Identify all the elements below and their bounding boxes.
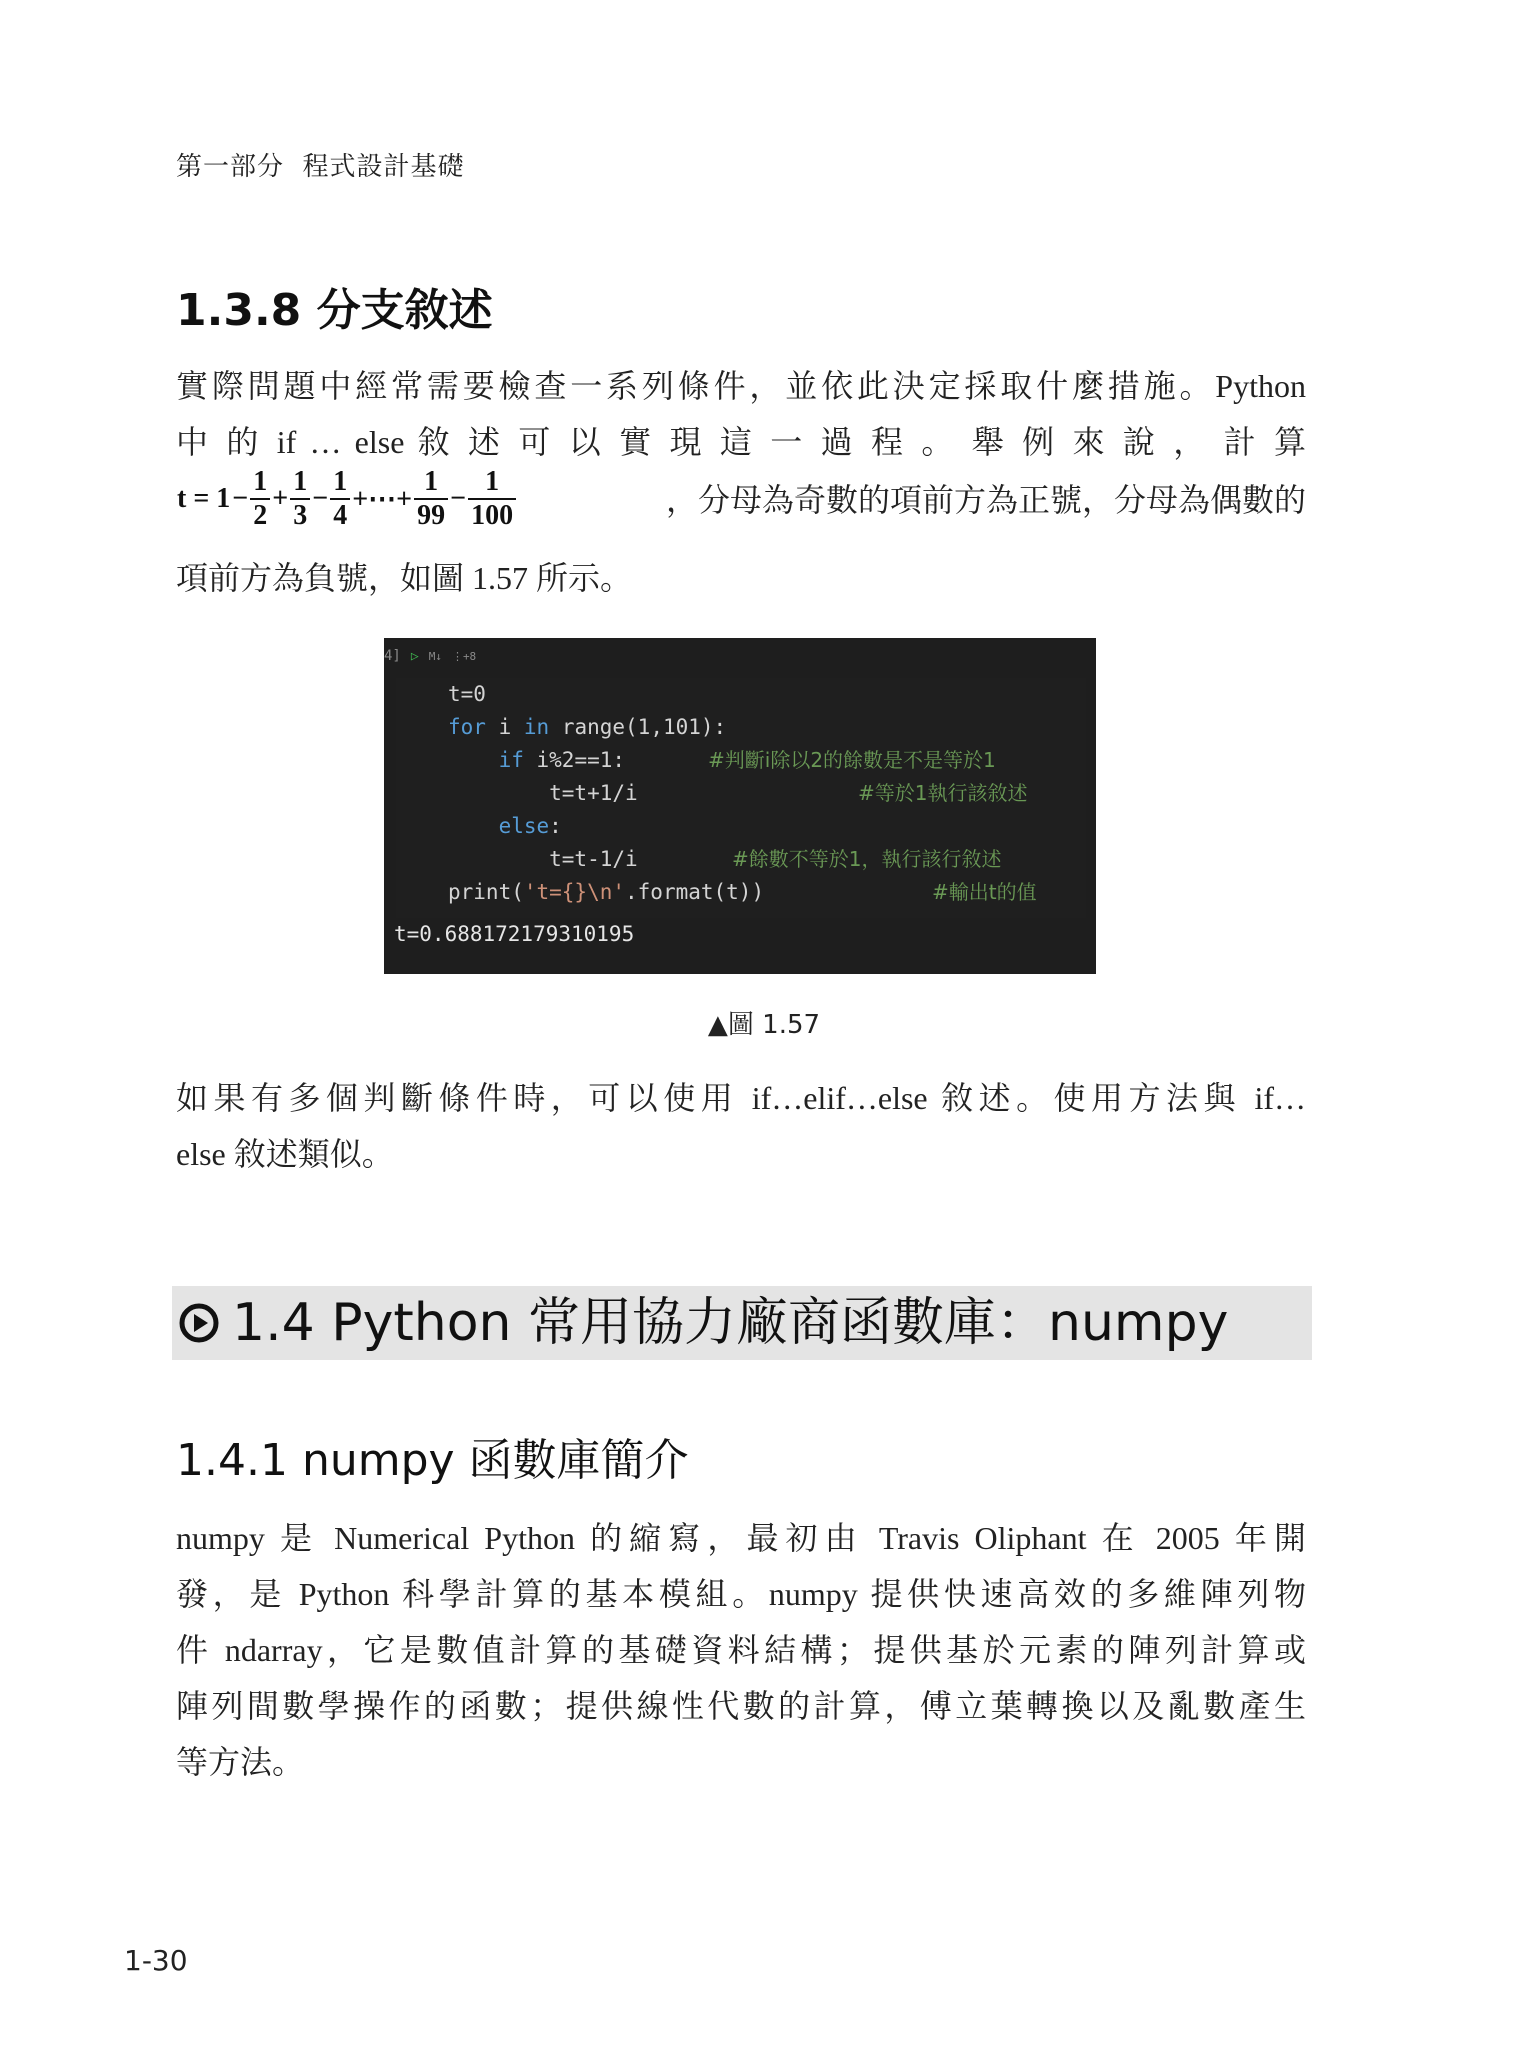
code-screenshot xyxy=(384,638,1096,974)
run-cell-icon: ▷ xyxy=(410,648,419,664)
series-formula xyxy=(176,466,517,532)
code-comment: #等於1執行該敘述 xyxy=(858,781,1028,805)
cell-execution-count: 4] xyxy=(384,648,401,664)
formula-op: +⋯+ xyxy=(352,484,413,515)
cell-gutter xyxy=(384,648,476,664)
paragraph-line: 如果有多個判斷條件時，可以使用 if…elif…else 敘述。使用方法與 if… xyxy=(176,1080,1306,1116)
code-line: print('t={}\n'.format(t)) xyxy=(448,880,765,904)
code-line: t=t+1/i xyxy=(448,781,638,805)
code-line: if i%2==1: xyxy=(498,748,626,772)
paragraph-line: 陣列間數學操作的函數；提供線性代數的計算，傅立葉轉換以及亂數產生 xyxy=(176,1688,1306,1724)
paragraph-numpy-intro xyxy=(176,1510,1306,1790)
section-heading-1-3-8: 1.3.8 分支敘述 xyxy=(176,285,493,336)
paragraph-branch-intro xyxy=(176,358,1306,470)
formula-op: + xyxy=(272,483,289,514)
formula-op: − xyxy=(450,483,467,514)
formula-fraction: $\frac{1}{100}$ xyxy=(468,466,516,532)
code-line: for i in range(1,101): xyxy=(448,715,727,739)
code-comment: #餘數不等於1，執行該行敘述 xyxy=(732,847,1002,871)
page-number: 1-30 xyxy=(124,1944,188,1977)
paragraph-line: else 敘述類似。 xyxy=(176,1136,394,1172)
formula-lhs: t = 1 xyxy=(177,483,231,514)
running-head: 第一部分 程式設計基礎 xyxy=(176,152,465,182)
code-comment: #輸出t的值 xyxy=(932,880,1037,904)
paragraph-line: 項前方為負號，如圖 1.57 所示。 xyxy=(176,560,633,596)
formula-op: − xyxy=(232,483,249,514)
formula-fraction: $\frac{1}{3}$ xyxy=(290,466,310,532)
code-line: t=t-1/i xyxy=(448,847,638,871)
banner-title: 1.4 Python 常用協力廠商函數庫：numpy xyxy=(232,1293,1229,1353)
formula-fraction: $\frac{1}{4}$ xyxy=(330,466,350,532)
figure-caption: ▲圖 1.57 xyxy=(707,1010,821,1040)
split-cell-icon: ⋮+8 xyxy=(451,649,477,663)
section-heading-1-4-1: 1.4.1 numpy 函數庫簡介 xyxy=(176,1435,689,1486)
code-line: t=0 xyxy=(448,682,486,706)
paragraph-line: numpy 是 Numerical Python 的縮寫，最初由 Travis Oliphant 在 2005 年開 xyxy=(176,1520,1306,1556)
paragraph-line: 實際問題中經常需要檢查一系列條件，並依此決定採取什麼措施。Python xyxy=(176,368,1306,404)
formula-fraction: $\frac{1}{2}$ xyxy=(250,466,270,532)
formula-trailing-text: ，分母為奇數的項前方為正號，分母為偶數的 xyxy=(665,482,1306,518)
paragraph-line: 等方法。 xyxy=(176,1744,305,1780)
code-line: else: xyxy=(498,814,562,838)
cell-output: t=0.688172179310195 xyxy=(394,922,635,946)
paragraph-elif xyxy=(176,1070,1306,1182)
formula-fraction: $\frac{1}{99}$ xyxy=(414,466,448,532)
markdown-icon: M↓ xyxy=(428,649,442,663)
paragraph-line: 發，是 Python 科學計算的基本模組。numpy 提供快速高效的多維陣列物 xyxy=(176,1576,1306,1612)
code-comment: #判斷i除以2的餘數是不是等於1 xyxy=(708,748,996,772)
formula-line xyxy=(176,466,1306,544)
formula-op: − xyxy=(312,483,329,514)
play-circle-icon xyxy=(178,1302,220,1344)
paragraph-line: 件 ndarray，它是數值計算的基礎資料結構；提供基於元素的陣列計算或 xyxy=(176,1632,1306,1668)
paragraph-line: 中 的 if … else 敘 述 可 以 實 現 這 一 過 程 。 舉 例 來 說 ， 計 算 xyxy=(176,424,1306,460)
code-editor xyxy=(396,678,1086,918)
section-banner-1-4 xyxy=(172,1286,1312,1360)
